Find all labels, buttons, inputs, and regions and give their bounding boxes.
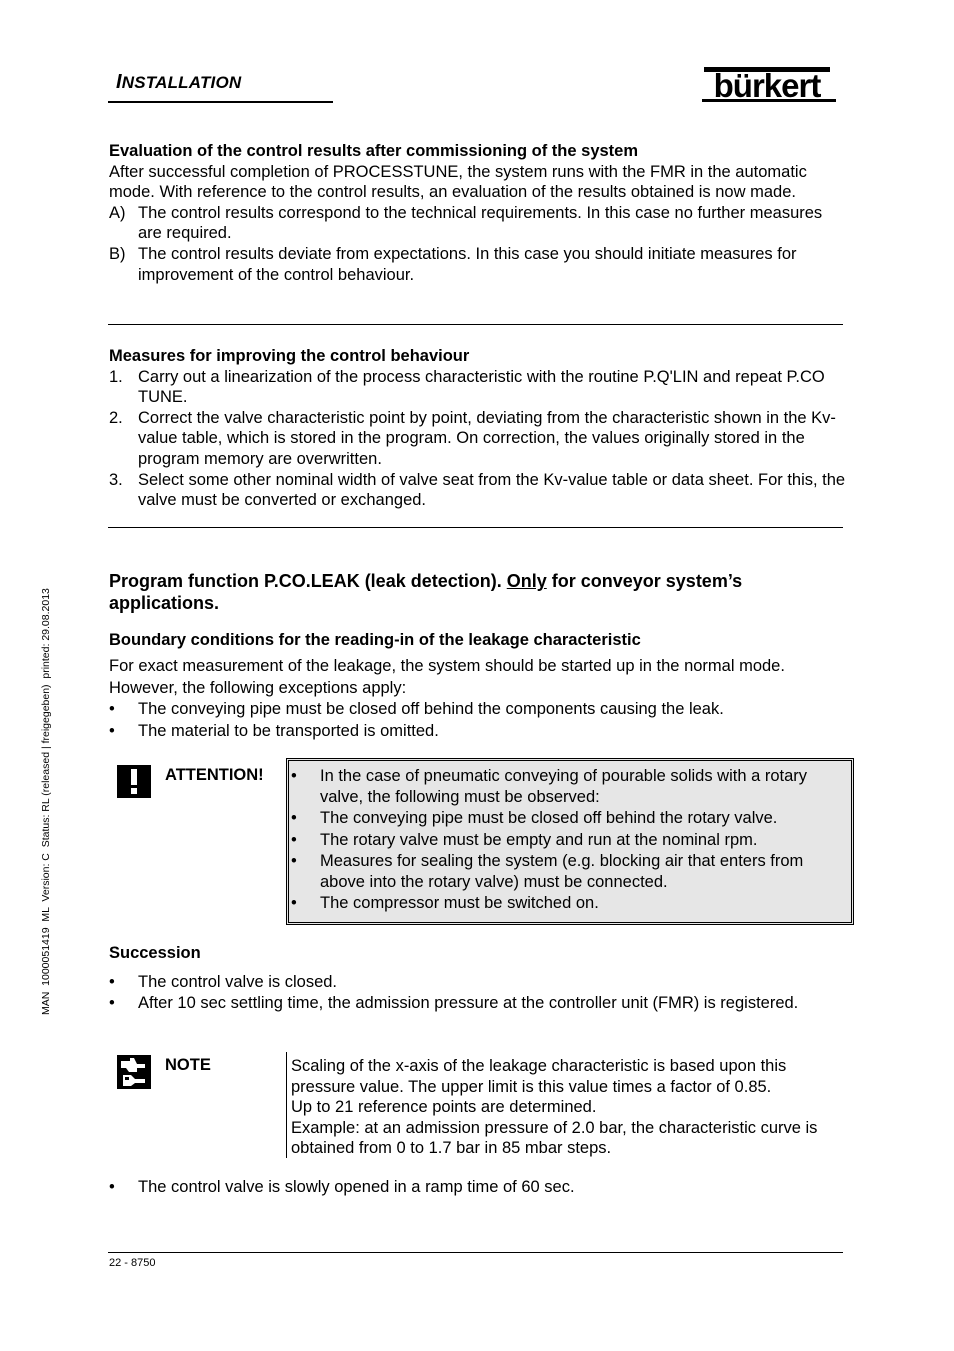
bullet-marker: • (291, 809, 297, 828)
list-item (291, 851, 847, 893)
evaluation-section (109, 141, 849, 285)
bullet-marker: • (109, 973, 115, 991)
hand-note-icon (117, 1055, 151, 1089)
list-marker: 3. (109, 470, 123, 489)
boundary-section (109, 656, 849, 742)
list-item-text: The control results deviate from expectations. In this case you should initiate measures for improvement of the control behaviour. (138, 244, 797, 284)
list-item-text: The control results correspond to the technical requirements. In this case no further measures are required. (138, 203, 823, 243)
list-marker: B) (109, 244, 126, 263)
list-item (291, 830, 847, 851)
boundary-heading: Boundary conditions for the reading-in of the leakage characteristic (109, 631, 641, 649)
bullet-marker: • (109, 721, 115, 740)
list-item (109, 993, 849, 1014)
header-rule (108, 101, 333, 103)
note-line: Scaling of the x-axis of the leakage characteristic is based upon this pressure value. The upper limit is this value times a factor of 0.85. (291, 1057, 787, 1096)
evaluation-heading: Evaluation of the control results after commissioning of the system (109, 142, 639, 160)
note-label: NOTE (165, 1056, 211, 1074)
section-divider (108, 527, 843, 528)
document-meta-sidebar: MAN 1000051419 ML Version: C Status: RL (released | freigegeben) printed: 29.08.2013 (40, 588, 52, 1015)
bullet-marker: • (109, 700, 115, 718)
list-item-text: Measures for sealing the system (e.g. blocking air that enters from above into the rotary valve) must be connected. (320, 851, 804, 892)
note-line: Up to 21 reference points are determined. (291, 1098, 597, 1117)
list-item-text: Correct the valve characteristic point by point, deviating from the characteristic shown in the Kv-value table, which is stored in the program. On correction, the values originally stored in the program memory are overwritten. (138, 408, 836, 468)
boundary-intro: For exact measurement of the leakage, the system should be started up in the normal mode. However, the following exceptions apply: (109, 657, 785, 697)
note-text (291, 1056, 846, 1159)
list-item (109, 972, 849, 993)
section-divider (108, 324, 843, 325)
list-item (109, 244, 849, 285)
attention-list (291, 766, 847, 914)
heading-text: for conveyor system’s applications. (109, 571, 743, 613)
bullet-marker: • (291, 851, 297, 870)
list-item (109, 1177, 849, 1198)
logo-wordmark: bürkert (713, 67, 821, 104)
list-item (291, 893, 847, 914)
heading-text: Program function P.CO.LEAK (leak detection). (109, 571, 507, 591)
list-item-text: The rotary valve must be empty and run at the nominal rpm. (320, 830, 758, 849)
list-item (109, 721, 849, 743)
evaluation-intro: After successful completion of PROCESSTUNE, the system runs with the FMR in the automatic mode. With reference to the control results, an evaluation of the results obtained is now made. (109, 162, 807, 202)
list-item-text: Carry out a linearization of the process characteristic with the routine P.Q'LIN and repeat P.CO TUNE. (138, 367, 825, 407)
logo-graphic (700, 62, 836, 104)
list-marker: A) (109, 203, 126, 222)
exclamation-icon-graphic (117, 765, 151, 798)
title-rest: NSTALLATION (121, 73, 242, 92)
list-item (109, 699, 849, 721)
hand-note-icon-graphic (117, 1055, 151, 1089)
list-marker: 2. (109, 408, 123, 427)
note-divider (286, 1052, 287, 1158)
title-initial: I (116, 71, 122, 93)
list-item-text: In the case of pneumatic conveying of pourable solids with a rotary valve, the following must be observed: (320, 767, 808, 807)
heading-underlined-text: Only (506, 571, 547, 591)
list-marker: 1. (109, 367, 123, 386)
attention-label: ATTENTION! (165, 766, 264, 784)
list-item (291, 766, 847, 808)
note-line: Example: at an admission pressure of 2.0 bar, the characteristic curve is obtained from 0 to 1.7 bar in 85 mbar steps. (291, 1118, 818, 1158)
measures-section (109, 346, 849, 511)
page-number: 22 - 8750 (109, 1257, 156, 1269)
list-item (291, 808, 847, 829)
bullet-marker: • (109, 1178, 115, 1196)
bullet-marker: • (291, 830, 297, 849)
final-step (109, 1177, 849, 1198)
footer-rule (108, 1252, 843, 1253)
page-section-title (116, 72, 241, 94)
list-item (109, 367, 849, 408)
succession-list (109, 972, 849, 1013)
exclamation-icon (117, 765, 151, 798)
list-item-text: The conveying pipe must be closed off behind the rotary valve. (320, 809, 778, 828)
list-item-text: Select some other nominal width of valve seat from the Kv-value table or data sheet. For this, the valve must be converted or exchanged. (138, 470, 846, 510)
measures-heading: Measures for improving the control behaviour (109, 347, 470, 365)
list-item-text: The control valve is slowly opened in a ramp time of 60 sec. (138, 1178, 575, 1196)
list-item (109, 470, 849, 511)
list-item-text: The control valve is closed. (138, 973, 338, 991)
program-function-heading (109, 570, 829, 614)
list-item (109, 408, 849, 470)
list-item-text: After 10 sec settling time, the admission pressure at the controller unit (FMR) is registered. (138, 993, 799, 1012)
list-item-text: The material to be transported is omitted. (138, 721, 439, 740)
succession-heading: Succession (109, 944, 201, 962)
list-item-text: The compressor must be switched on. (320, 894, 599, 913)
bullet-marker: • (109, 993, 115, 1012)
bullet-marker: • (291, 767, 297, 785)
burkert-logo (700, 62, 836, 104)
list-item (109, 203, 849, 244)
bullet-marker: • (291, 894, 297, 913)
list-item-text: The conveying pipe must be closed off behind the components causing the leak. (138, 700, 724, 718)
